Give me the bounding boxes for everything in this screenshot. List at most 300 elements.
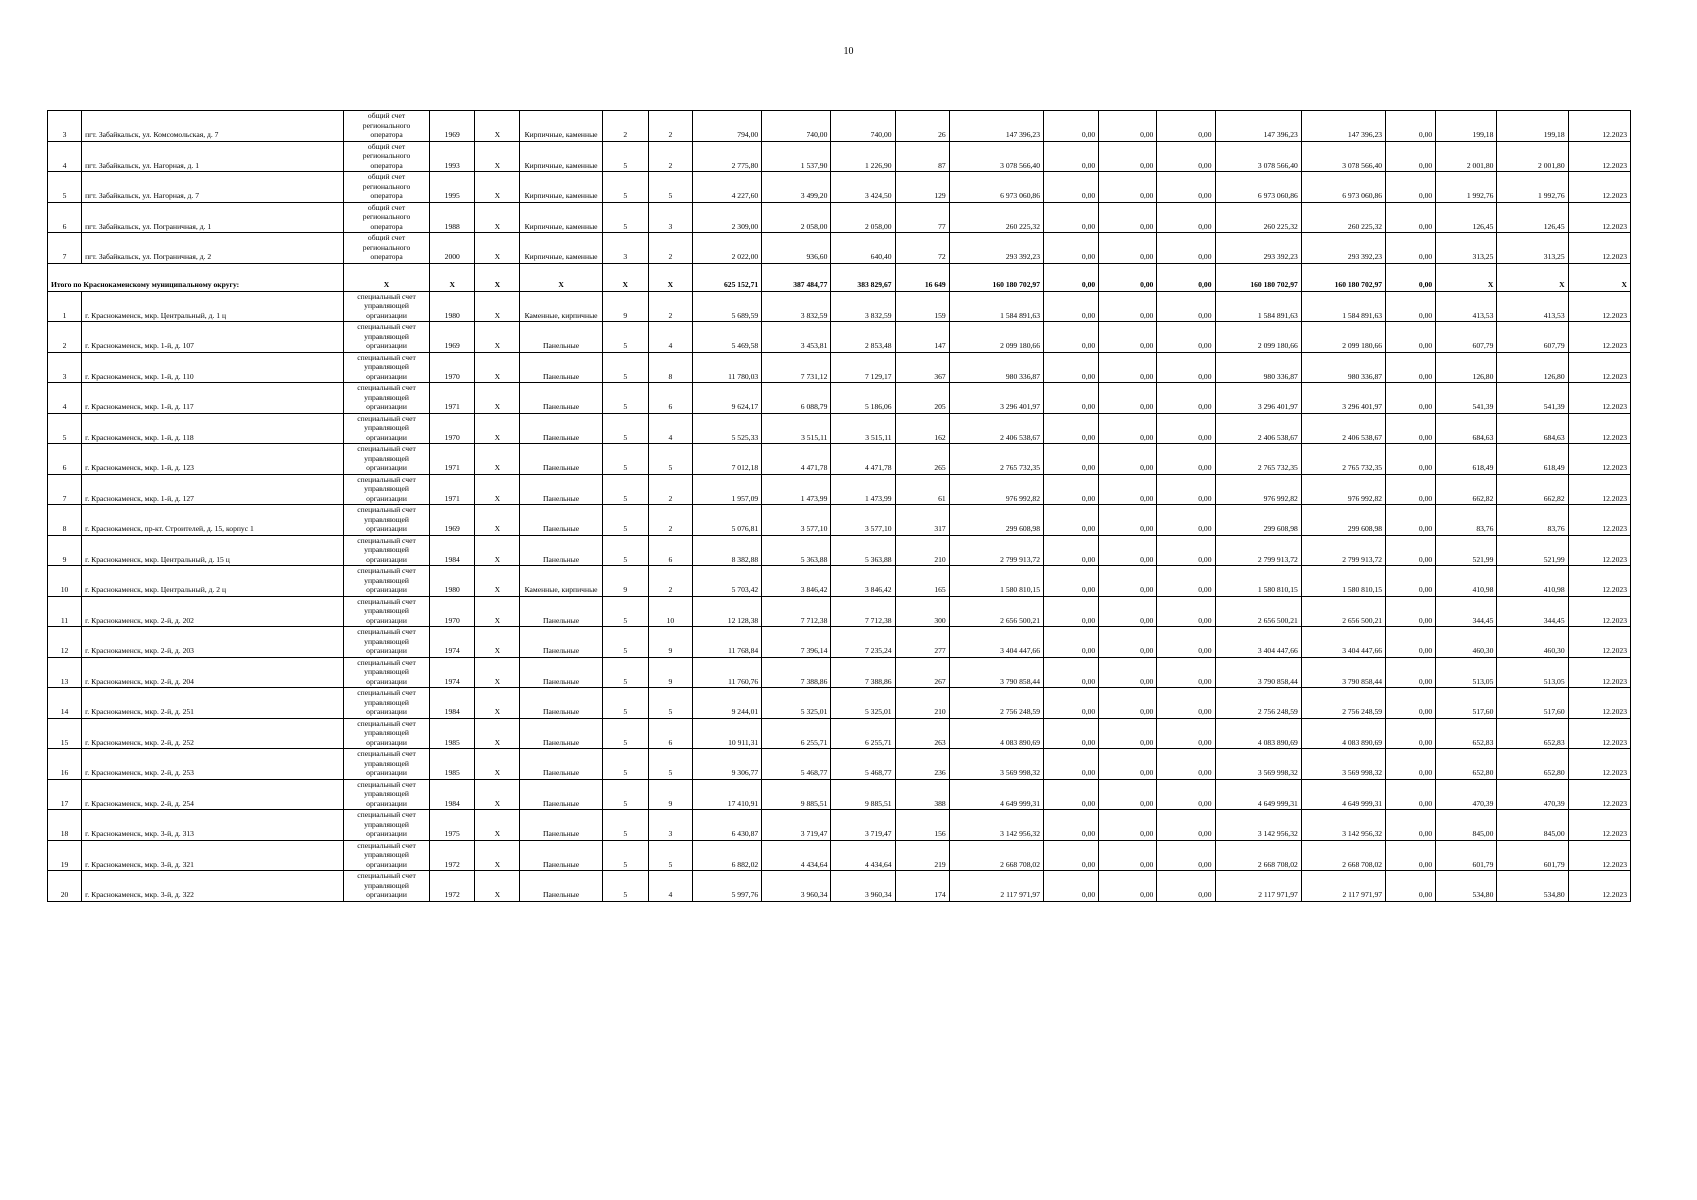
cell-s1: 9 306,77 <box>692 749 761 780</box>
cell-u2: 313,25 <box>1497 233 1568 264</box>
cell-own: 6 973 060,86 <box>1215 172 1301 203</box>
cell-s2: 2 058,00 <box>762 202 831 233</box>
cell-z3: 0,00 <box>1157 352 1215 383</box>
cell-res: 129 <box>895 172 949 203</box>
table-row <box>48 657 1631 688</box>
cell-s1: 4 227,60 <box>692 172 761 203</box>
cell-z2: 0,00 <box>1099 141 1157 172</box>
cell-z4: 0,00 <box>1386 718 1436 749</box>
cell-z2: 0,00 <box>1099 871 1157 902</box>
cell-cost: 3 404 447,66 <box>949 627 1043 658</box>
cell-s1: 11 780,03 <box>692 352 761 383</box>
cell-year: 1980 <box>430 566 475 597</box>
cell-ent: 6 <box>648 535 692 566</box>
table-row <box>48 291 1631 322</box>
cell-addr: г. Краснокаменск, мкр. 3-й, д. 321 <box>82 840 344 871</box>
cell-z2: 0,00 <box>1099 779 1157 810</box>
total-ent: Х <box>648 263 692 291</box>
cell-s1: 1 957,09 <box>692 474 761 505</box>
cell-mat: Панельные <box>520 718 602 749</box>
cell-u2: 460,30 <box>1497 627 1568 658</box>
cell-own2: 2 406 538,67 <box>1301 413 1385 444</box>
cell-x: Х <box>475 383 520 414</box>
cell-n: 6 <box>48 444 82 475</box>
cell-u1: 618,49 <box>1436 444 1497 475</box>
cell-mat: Кирпичные, каменные <box>520 172 602 203</box>
cell-x: Х <box>475 202 520 233</box>
cell-own2: 260 225,32 <box>1301 202 1385 233</box>
cell-addr: г. Краснокаменск, мкр. 2-й, д. 204 <box>82 657 344 688</box>
table-row <box>48 233 1631 264</box>
cell-z3: 0,00 <box>1157 688 1215 719</box>
cell-ent: 6 <box>648 718 692 749</box>
cell-x: Х <box>475 141 520 172</box>
cell-z4: 0,00 <box>1386 111 1436 142</box>
cell-x: Х <box>475 111 520 142</box>
cell-u1: 344,45 <box>1436 596 1497 627</box>
cell-own2: 293 392,23 <box>1301 233 1385 264</box>
cell-cost: 6 973 060,86 <box>949 172 1043 203</box>
cell-s1: 5 076,81 <box>692 505 761 536</box>
cell-addr: пгт. Забайкальск, ул. Комсомольская, д. 7 <box>82 111 344 142</box>
cell-fl: 3 <box>602 233 648 264</box>
cell-fl: 5 <box>602 627 648 658</box>
cell-addr: г. Краснокаменск, мкр. Центральный, д. 2 ц <box>82 566 344 597</box>
cell-n: 15 <box>48 718 82 749</box>
cell-z3: 0,00 <box>1157 810 1215 841</box>
cell-own2: 147 396,23 <box>1301 111 1385 142</box>
cell-mat: Панельные <box>520 505 602 536</box>
cell-u1: 1 992,76 <box>1436 172 1497 203</box>
cell-acc: специальный счет управляющей организации <box>343 535 429 566</box>
cell-fl: 5 <box>602 413 648 444</box>
cell-year: 1972 <box>430 840 475 871</box>
total-mat: Х <box>520 263 602 291</box>
cell-cost: 3 142 956,32 <box>949 810 1043 841</box>
cell-x: Х <box>475 172 520 203</box>
cell-z1: 0,00 <box>1044 688 1099 719</box>
cell-fl: 5 <box>602 383 648 414</box>
cell-z2: 0,00 <box>1099 688 1157 719</box>
cell-z1: 0,00 <box>1044 352 1099 383</box>
cell-cost: 1 580 810,15 <box>949 566 1043 597</box>
cell-z2: 0,00 <box>1099 383 1157 414</box>
cell-year: 1988 <box>430 202 475 233</box>
total-res: 16 649 <box>895 263 949 291</box>
cell-addr: пгт. Забайкальск, ул. Нагорная, д. 1 <box>82 141 344 172</box>
cell-acc: специальный счет управляющей организации <box>343 596 429 627</box>
cell-u2: 470,39 <box>1497 779 1568 810</box>
cell-acc: специальный счет управляющей организации <box>343 413 429 444</box>
cell-own2: 2 656 500,21 <box>1301 596 1385 627</box>
table-row <box>48 566 1631 597</box>
cell-ent: 9 <box>648 779 692 810</box>
cell-res: 77 <box>895 202 949 233</box>
cell-acc: специальный счет управляющей организации <box>343 779 429 810</box>
cell-u2: 652,83 <box>1497 718 1568 749</box>
cell-s2: 3 846,42 <box>762 566 831 597</box>
cell-z1: 0,00 <box>1044 233 1099 264</box>
cell-addr: г. Краснокаменск, мкр. 1-й, д. 110 <box>82 352 344 383</box>
cell-z1: 0,00 <box>1044 749 1099 780</box>
cell-fl: 5 <box>602 352 648 383</box>
cell-res: 236 <box>895 749 949 780</box>
cell-year: 1985 <box>430 749 475 780</box>
cell-s2: 7 731,12 <box>762 352 831 383</box>
cell-s2: 7 712,38 <box>762 596 831 627</box>
cell-n: 8 <box>48 505 82 536</box>
cell-z3: 0,00 <box>1157 779 1215 810</box>
cell-z3: 0,00 <box>1157 444 1215 475</box>
cell-ent: 8 <box>648 352 692 383</box>
cell-z2: 0,00 <box>1099 566 1157 597</box>
cell-z1: 0,00 <box>1044 627 1099 658</box>
cell-u1: 601,79 <box>1436 840 1497 871</box>
cell-date: 12.2023 <box>1568 596 1630 627</box>
cell-z1: 0,00 <box>1044 596 1099 627</box>
cell-z3: 0,00 <box>1157 840 1215 871</box>
cell-own: 147 396,23 <box>1215 111 1301 142</box>
table-row <box>48 383 1631 414</box>
cell-z1: 0,00 <box>1044 840 1099 871</box>
cell-year: 1975 <box>430 810 475 841</box>
table-row <box>48 444 1631 475</box>
cell-year: 1970 <box>430 413 475 444</box>
cell-mat: Панельные <box>520 444 602 475</box>
cell-fl: 9 <box>602 566 648 597</box>
cell-u2: 126,45 <box>1497 202 1568 233</box>
cell-z4: 0,00 <box>1386 474 1436 505</box>
cell-x: Х <box>475 535 520 566</box>
cell-z2: 0,00 <box>1099 810 1157 841</box>
cell-z1: 0,00 <box>1044 871 1099 902</box>
cell-z2: 0,00 <box>1099 657 1157 688</box>
cell-ent: 4 <box>648 413 692 444</box>
cell-year: 1995 <box>430 172 475 203</box>
cell-own: 2 117 971,97 <box>1215 871 1301 902</box>
cell-addr: г. Краснокаменск, мкр. 1-й, д. 107 <box>82 322 344 353</box>
table-row <box>48 202 1631 233</box>
cell-fl: 5 <box>602 871 648 902</box>
cell-x: Х <box>475 444 520 475</box>
table-row <box>48 688 1631 719</box>
cell-cost: 3 078 566,40 <box>949 141 1043 172</box>
cell-z3: 0,00 <box>1157 596 1215 627</box>
cell-res: 162 <box>895 413 949 444</box>
cell-n: 5 <box>48 413 82 444</box>
cell-s2: 4 434,64 <box>762 840 831 871</box>
cell-ent: 6 <box>648 383 692 414</box>
cell-res: 300 <box>895 596 949 627</box>
cell-cost: 3 569 998,32 <box>949 749 1043 780</box>
cell-x: Х <box>475 596 520 627</box>
cell-res: 263 <box>895 718 949 749</box>
cell-s2: 1 473,99 <box>762 474 831 505</box>
cell-x: Х <box>475 413 520 444</box>
cell-z4: 0,00 <box>1386 749 1436 780</box>
cell-ent: 2 <box>648 474 692 505</box>
cell-n: 1 <box>48 291 82 322</box>
cell-z3: 0,00 <box>1157 322 1215 353</box>
cell-u1: 126,80 <box>1436 352 1497 383</box>
cell-own2: 6 973 060,86 <box>1301 172 1385 203</box>
cell-fl: 5 <box>602 779 648 810</box>
cell-z1: 0,00 <box>1044 202 1099 233</box>
cell-ent: 4 <box>648 322 692 353</box>
total-label: Итого по Краснокаменскому муниципальному округу: <box>48 263 344 291</box>
cell-n: 4 <box>48 141 82 172</box>
table-row <box>48 172 1631 203</box>
cell-z2: 0,00 <box>1099 718 1157 749</box>
cell-u2: 652,80 <box>1497 749 1568 780</box>
cell-own: 3 569 998,32 <box>1215 749 1301 780</box>
cell-s3: 3 832,59 <box>831 291 895 322</box>
cell-mat: Кирпичные, каменные <box>520 233 602 264</box>
cell-fl: 5 <box>602 810 648 841</box>
cell-z1: 0,00 <box>1044 535 1099 566</box>
cell-year: 1969 <box>430 322 475 353</box>
cell-mat: Панельные <box>520 535 602 566</box>
cell-mat: Панельные <box>520 840 602 871</box>
cell-n: 20 <box>48 871 82 902</box>
cell-date: 12.2023 <box>1568 749 1630 780</box>
cell-z4: 0,00 <box>1386 233 1436 264</box>
cell-addr: г. Краснокаменск, мкр. 1-й, д. 127 <box>82 474 344 505</box>
cell-acc: специальный счет управляющей организации <box>343 505 429 536</box>
cell-fl: 5 <box>602 688 648 719</box>
cell-z4: 0,00 <box>1386 688 1436 719</box>
cell-z3: 0,00 <box>1157 172 1215 203</box>
cell-n: 9 <box>48 535 82 566</box>
cell-res: 26 <box>895 111 949 142</box>
cell-z3: 0,00 <box>1157 202 1215 233</box>
cell-acc: общий счет регионального оператора <box>343 111 429 142</box>
cell-res: 210 <box>895 535 949 566</box>
cell-fl: 9 <box>602 291 648 322</box>
cell-u2: 344,45 <box>1497 596 1568 627</box>
cell-date: 12.2023 <box>1568 505 1630 536</box>
table-row <box>48 840 1631 871</box>
cell-z3: 0,00 <box>1157 871 1215 902</box>
cell-n: 12 <box>48 627 82 658</box>
cell-s3: 7 388,86 <box>831 657 895 688</box>
cell-date: 12.2023 <box>1568 111 1630 142</box>
cell-n: 7 <box>48 474 82 505</box>
cell-mat: Панельные <box>520 474 602 505</box>
cell-date: 12.2023 <box>1568 535 1630 566</box>
cell-cost: 976 992,82 <box>949 474 1043 505</box>
cell-z2: 0,00 <box>1099 233 1157 264</box>
cell-own2: 980 336,87 <box>1301 352 1385 383</box>
cell-s3: 4 471,78 <box>831 444 895 475</box>
cell-own: 2 756 248,59 <box>1215 688 1301 719</box>
cell-addr: г. Краснокаменск, мкр. Центральный, д. 15 ц <box>82 535 344 566</box>
cell-u1: 513,05 <box>1436 657 1497 688</box>
cell-z1: 0,00 <box>1044 505 1099 536</box>
cell-addr: г. Краснокаменск, мкр. 2-й, д. 202 <box>82 596 344 627</box>
cell-z2: 0,00 <box>1099 596 1157 627</box>
cell-fl: 5 <box>602 535 648 566</box>
cell-addr: г. Краснокаменск, мкр. 2-й, д. 254 <box>82 779 344 810</box>
cell-year: 1993 <box>430 141 475 172</box>
cell-acc: специальный счет управляющей организации <box>343 444 429 475</box>
total-z1: 0,00 <box>1044 263 1099 291</box>
table-row <box>48 322 1631 353</box>
cell-date: 12.2023 <box>1568 413 1630 444</box>
cell-s3: 2 853,48 <box>831 322 895 353</box>
cell-acc: специальный счет управляющей организации <box>343 840 429 871</box>
cell-x: Х <box>475 871 520 902</box>
cell-mat: Панельные <box>520 749 602 780</box>
cell-z4: 0,00 <box>1386 322 1436 353</box>
cell-own: 260 225,32 <box>1215 202 1301 233</box>
cell-addr: г. Краснокаменск, пр-кт. Строителей, д. 15, корпус 1 <box>82 505 344 536</box>
cell-s1: 5 525,33 <box>692 413 761 444</box>
cell-res: 165 <box>895 566 949 597</box>
cell-s1: 5 689,59 <box>692 291 761 322</box>
cell-n: 11 <box>48 596 82 627</box>
total-x: Х <box>475 263 520 291</box>
cell-z4: 0,00 <box>1386 566 1436 597</box>
table-row <box>48 749 1631 780</box>
cell-ent: 4 <box>648 871 692 902</box>
cell-addr: г. Краснокаменск, мкр. 2-й, д. 203 <box>82 627 344 658</box>
cell-s1: 5 997,76 <box>692 871 761 902</box>
cell-s2: 3 577,10 <box>762 505 831 536</box>
cell-own2: 3 790 858,44 <box>1301 657 1385 688</box>
cell-z4: 0,00 <box>1386 871 1436 902</box>
cell-x: Х <box>475 505 520 536</box>
cell-ent: 3 <box>648 810 692 841</box>
cell-res: 367 <box>895 352 949 383</box>
cell-z1: 0,00 <box>1044 383 1099 414</box>
cell-own2: 3 296 401,97 <box>1301 383 1385 414</box>
cell-fl: 5 <box>602 840 648 871</box>
cell-z3: 0,00 <box>1157 657 1215 688</box>
cell-u2: 410,98 <box>1497 566 1568 597</box>
cell-z1: 0,00 <box>1044 566 1099 597</box>
cell-addr: г. Краснокаменск, мкр. 3-й, д. 322 <box>82 871 344 902</box>
cell-own2: 2 799 913,72 <box>1301 535 1385 566</box>
cell-n: 2 <box>48 322 82 353</box>
cell-s1: 6 430,87 <box>692 810 761 841</box>
cell-s2: 936,60 <box>762 233 831 264</box>
cell-mat: Каменные, кирпичные <box>520 291 602 322</box>
cell-fl: 5 <box>602 172 648 203</box>
total-z3: 0,00 <box>1157 263 1215 291</box>
cell-s2: 7 388,86 <box>762 657 831 688</box>
cell-ent: 9 <box>648 657 692 688</box>
cell-u1: 534,80 <box>1436 871 1497 902</box>
cell-mat: Кирпичные, каменные <box>520 141 602 172</box>
cell-u2: 521,99 <box>1497 535 1568 566</box>
cell-year: 1984 <box>430 779 475 810</box>
cell-own2: 2 765 732,35 <box>1301 444 1385 475</box>
cell-s1: 8 382,88 <box>692 535 761 566</box>
table-row <box>48 871 1631 902</box>
cell-ent: 3 <box>648 202 692 233</box>
cell-u2: 845,00 <box>1497 810 1568 841</box>
cell-own2: 3 078 566,40 <box>1301 141 1385 172</box>
cell-u2: 534,80 <box>1497 871 1568 902</box>
cell-s3: 4 434,64 <box>831 840 895 871</box>
cell-s2: 5 325,01 <box>762 688 831 719</box>
cell-s1: 2 775,80 <box>692 141 761 172</box>
cell-own2: 3 404 447,66 <box>1301 627 1385 658</box>
cell-cost: 2 406 538,67 <box>949 413 1043 444</box>
cell-s1: 9 244,01 <box>692 688 761 719</box>
cell-n: 4 <box>48 383 82 414</box>
cell-ent: 2 <box>648 505 692 536</box>
cell-res: 267 <box>895 657 949 688</box>
cell-x: Х <box>475 688 520 719</box>
cell-fl: 5 <box>602 141 648 172</box>
cell-ent: 2 <box>648 141 692 172</box>
total-cost: 160 180 702,97 <box>949 263 1043 291</box>
cell-z3: 0,00 <box>1157 474 1215 505</box>
cell-z1: 0,00 <box>1044 322 1099 353</box>
cell-mat: Панельные <box>520 779 602 810</box>
cell-cost: 2 656 500,21 <box>949 596 1043 627</box>
cell-s2: 3 453,81 <box>762 322 831 353</box>
cell-acc: общий счет регионального оператора <box>343 202 429 233</box>
table-row <box>48 779 1631 810</box>
cell-s1: 10 911,31 <box>692 718 761 749</box>
cell-own: 2 656 500,21 <box>1215 596 1301 627</box>
cell-s3: 5 325,01 <box>831 688 895 719</box>
cell-n: 7 <box>48 233 82 264</box>
cell-s2: 4 471,78 <box>762 444 831 475</box>
cell-u1: 126,45 <box>1436 202 1497 233</box>
cell-s3: 7 129,17 <box>831 352 895 383</box>
cell-s2: 3 832,59 <box>762 291 831 322</box>
cell-u1: 607,79 <box>1436 322 1497 353</box>
cell-s3: 3 577,10 <box>831 505 895 536</box>
cell-date: 12.2023 <box>1568 474 1630 505</box>
total-own: 160 180 702,97 <box>1215 263 1301 291</box>
cell-x: Х <box>475 810 520 841</box>
cell-addr: г. Краснокаменск, мкр. 1-й, д. 118 <box>82 413 344 444</box>
cell-res: 317 <box>895 505 949 536</box>
cell-n: 6 <box>48 202 82 233</box>
cell-x: Х <box>475 322 520 353</box>
cell-ent: 2 <box>648 566 692 597</box>
cell-date: 12.2023 <box>1568 627 1630 658</box>
cell-z4: 0,00 <box>1386 141 1436 172</box>
cell-z3: 0,00 <box>1157 383 1215 414</box>
cell-fl: 5 <box>602 718 648 749</box>
cell-fl: 5 <box>602 202 648 233</box>
cell-date: 12.2023 <box>1568 444 1630 475</box>
cell-fl: 5 <box>602 322 648 353</box>
cell-own: 3 404 447,66 <box>1215 627 1301 658</box>
cell-ent: 2 <box>648 233 692 264</box>
cell-s2: 6 088,79 <box>762 383 831 414</box>
cell-z3: 0,00 <box>1157 141 1215 172</box>
cell-z4: 0,00 <box>1386 413 1436 444</box>
cell-s1: 5 703,42 <box>692 566 761 597</box>
cell-u1: 410,98 <box>1436 566 1497 597</box>
cell-cost: 299 608,98 <box>949 505 1043 536</box>
cell-year: 1971 <box>430 444 475 475</box>
cell-z3: 0,00 <box>1157 566 1215 597</box>
cell-u1: 460,30 <box>1436 627 1497 658</box>
total-date: Х <box>1568 263 1630 291</box>
cell-u1: 662,82 <box>1436 474 1497 505</box>
cell-u2: 541,39 <box>1497 383 1568 414</box>
cell-year: 1974 <box>430 627 475 658</box>
cell-year: 1984 <box>430 688 475 719</box>
